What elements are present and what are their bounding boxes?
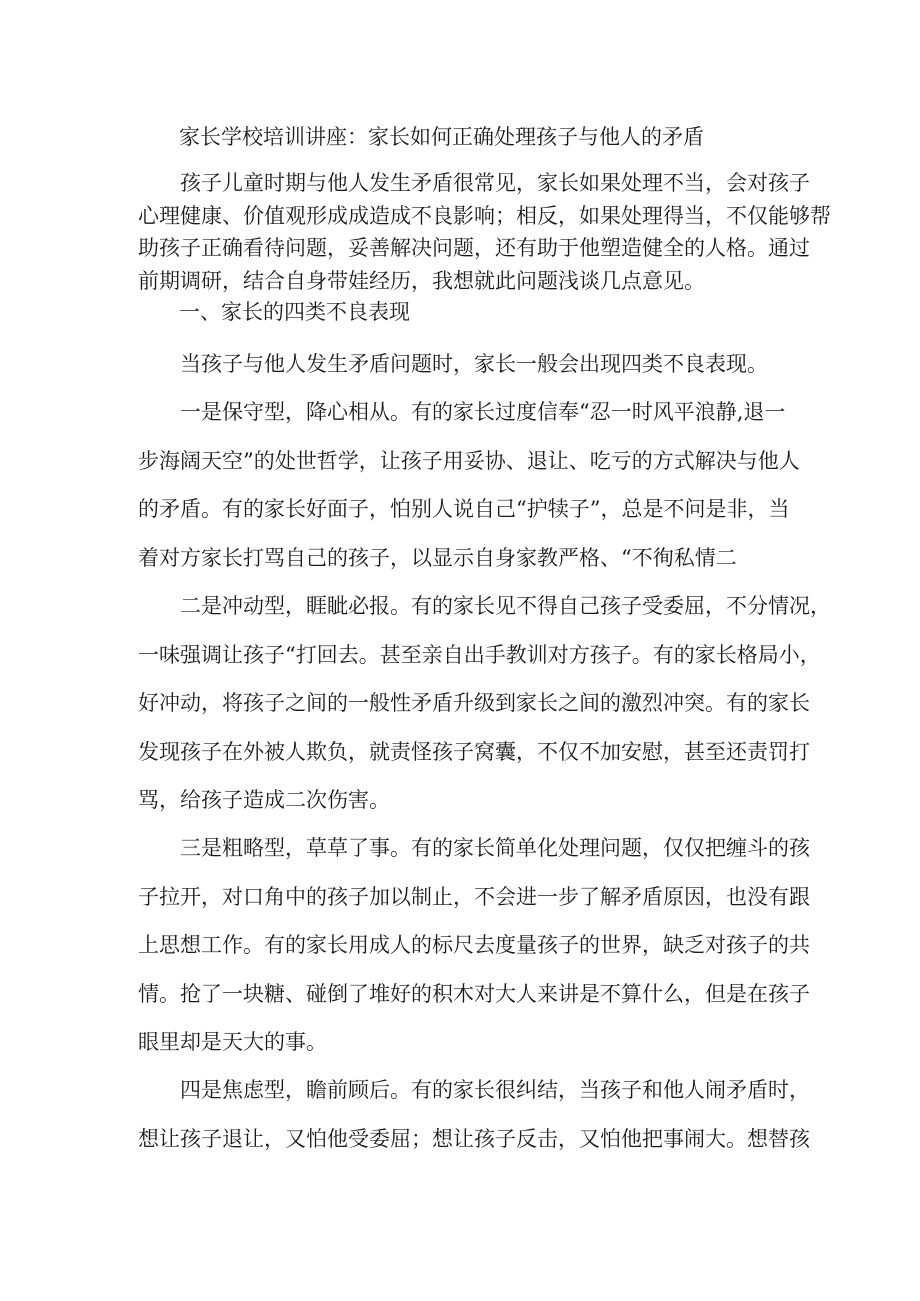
- body-paragraph: [138, 388, 800, 582]
- text-line: 发现孩子在外被人欺负，就责怪孩子窝囊，不仅不加安慰，甚至还责罚打: [138, 739, 810, 764]
- text-line: 前期调研，结合自身带娃经历，我想就此问题浅谈几点意见。: [138, 268, 705, 293]
- text-line: 眼里却是天大的事。: [138, 1030, 327, 1054]
- text-line: 助孩子正确看待问题，妥善解决问题，还有助于他塑造健全的人格。通过: [138, 236, 810, 260]
- text-line: 当孩子与他人发生矛盾问题时，家长一般会出现四类不良表现。: [138, 352, 768, 376]
- intro-paragraph: [138, 167, 831, 297]
- text-line: 二是冲动型，睚眦必报。有的家长见不得自己孩子受委屈，不分情况，: [138, 594, 831, 618]
- text-line: 三是粗略型，草草了事。有的家长简单化处理问题，仅仅把缠斗的孩: [138, 836, 810, 860]
- text-line: 子拉开，对口角中的孩子加以制止，不会进一步了解矛盾原因，也没有跟: [138, 884, 810, 909]
- body-paragraph: [138, 340, 788, 389]
- text-line: 四是焦虑型，瞻前顾后。有的家长很纠结，当孩子和他人闹矛盾时，: [138, 1078, 810, 1102]
- text-line: 一是保守型，降心相从。有的家长过度信奉“忍一时风平浪静,退一: [138, 400, 786, 424]
- body-paragraph: [138, 824, 810, 1067]
- text-line: 着对方家长打骂自己的孩子，以显示自身家教严格、“不徇私情二: [138, 545, 737, 570]
- section-heading: 一、家长的四类不良表现: [179, 300, 410, 324]
- text-line: 好冲动，将孩子之间的一般性矛盾升级到家长之间的激烈冲突。有的家长: [138, 691, 810, 715]
- text-line: 步海阔天空”的处世哲学，让孩子用妥协、退让、吃亏的方式解决与他人: [138, 448, 800, 473]
- text-line: 想让孩子退让，又怕他受委屈；想让孩子反击，又怕他把事闹大。想替孩: [138, 1126, 810, 1151]
- text-line: 上思想工作。有的家长用成人的标尺去度量孩子的世界，缺乏对孩子的共: [138, 933, 810, 957]
- text-line: 情。抢了一块糖、碰倒了堆好的积木对大人来讲是不算什么，但是在孩子: [138, 981, 810, 1006]
- text-line: 孩子儿童时期与他人发生矛盾很常见，家长如果处理不当，会对孩子: [138, 171, 810, 195]
- text-line: 骂，给孩子造成二次伤害。: [138, 788, 390, 812]
- body-paragraph: [138, 1066, 810, 1163]
- document-title: 家长学校培训讲座：家长如何正确处理孩子与他人的矛盾: [179, 125, 704, 149]
- text-line: 一味强调让孩子“打回去。甚至亲自出手教训对方孩子。有的家长格局小，: [138, 642, 821, 667]
- body-paragraph: [138, 582, 831, 825]
- text-line: 心理健康、价值观形成成造成不良影响；相反，如果处理得当，不仅能够帮: [138, 203, 831, 228]
- text-line: 的矛盾。有的家长好面子，怕别人说自己“护犊子”，总是不问是非，当: [138, 497, 790, 521]
